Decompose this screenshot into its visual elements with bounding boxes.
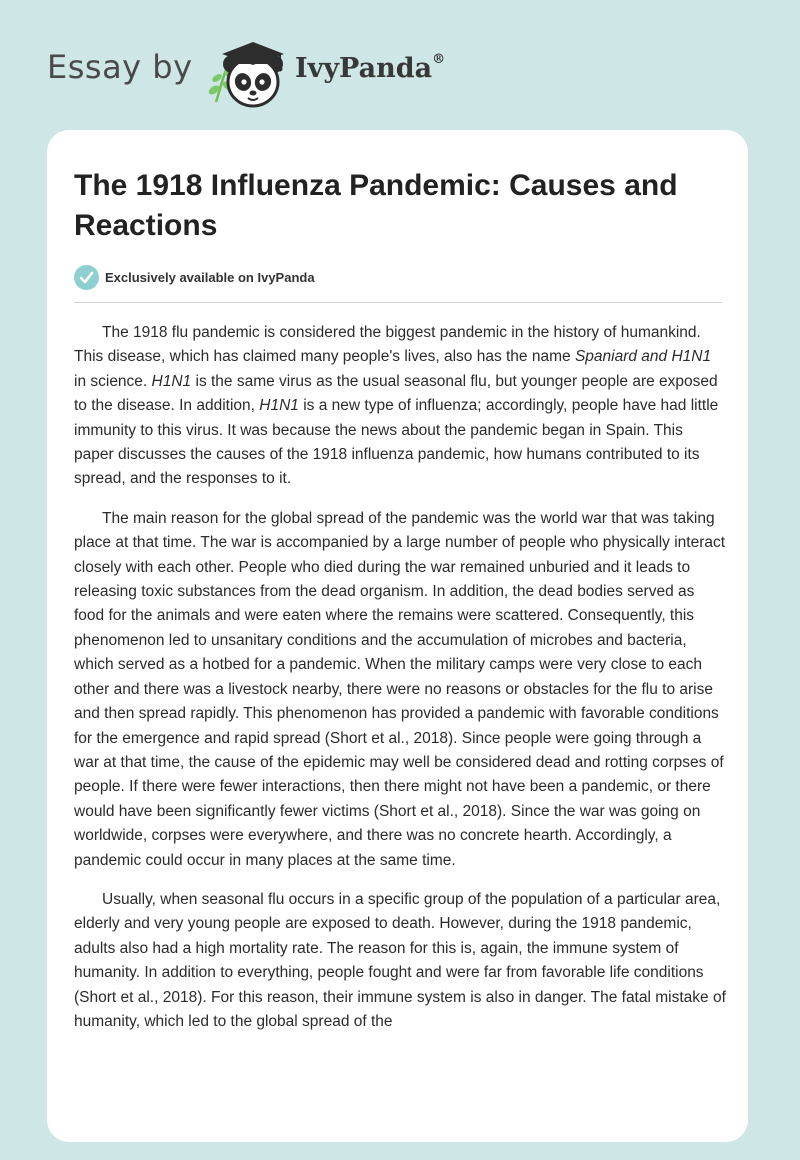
paragraph-3: Usually, when seasonal flu occurs in a specific group of the population of a particular area, elderly and very young people are exposed to death. However, during the 1918 pandemic, adults also had a high mortality rate. The reason for this is, again, the immune system of humanity. In addition to everything, people fought and were far from favorable life conditions (Short et al., 2018). For this reason, their immune system is also in danger. The fatal mistake of humanity, which led to the global spread of the	[74, 890, 726, 1030]
paragraph-2: The main reason for the global spread of the pandemic was the world war that was taking place at that time. The war is accompanied by a large number of people who physically interact closely with each other. People who died during the war remained unburied and it leads to releasing toxic substances from the dead organism. In addition, the dead bodies served as food for the animals and were eaten where the remains were scattered. Consequently, this phenomenon led to unsanitary conditions and the accumulation of microbes and bacteria, which served as a hotbed for a pandemic. When the military camps were very close to each other and there was a livestock nearby, there were no reasons or obstacles for the flu to arise and then spread rapidly. This phenomenon has provided a pandemic with favorable conditions for the emergence and rapid spread (Short et al., 2018). Since people were going through a war at that time, the cause of the epidemic may well be considered dead and rotting corpses of people. If there were fewer interactions, then there might not have been a pandemic, or there would have been significantly fewer victims (Short et al., 2018). Since the war was going on worldwide, corpses were everywhere, and there was no concrete hearth. Accordingly, a pandemic could occur in many places at the same time.	[74, 509, 726, 869]
exclusive-badge	[74, 264, 315, 290]
brand-name: IvyPanda®	[295, 52, 446, 84]
term-italic: Spaniard and H1N1	[574, 348, 712, 366]
essay-title: The 1918 Influenza Pandemic: Causes and Reactions	[74, 169, 678, 242]
exclusive-text: Exclusively available on IvyPanda	[105, 269, 315, 285]
brand-header[interactable]	[47, 40, 467, 110]
panda-logo-icon	[202, 40, 294, 110]
essay-card	[47, 130, 748, 1142]
title-divider	[74, 302, 722, 303]
essay-body	[74, 321, 726, 1034]
brand-prefix: Essay by	[47, 48, 193, 86]
check-circle-icon	[74, 265, 99, 290]
term-italic: H1N1	[259, 397, 299, 415]
registered-mark: ®	[432, 52, 446, 67]
paragraph-1: The 1918 flu pandemic is considered the biggest pandemic in the history of humankind. This disease, which has claimed many people's lives, also has the name Spaniard and H1N1 in science. H1N1 is the same virus as the usual seasonal flu, but younger people are exposed to the disease. In addition, H1N1 is a new type of influenza; accordingly, people have had little immunity to this virus. It was because the news about the pandemic began in Spain. This paper discusses the causes of the 1918 influenza pandemic, how humans contributed to its spread, and the responses to it.	[74, 324, 719, 488]
term-italic: H1N1	[151, 372, 192, 390]
